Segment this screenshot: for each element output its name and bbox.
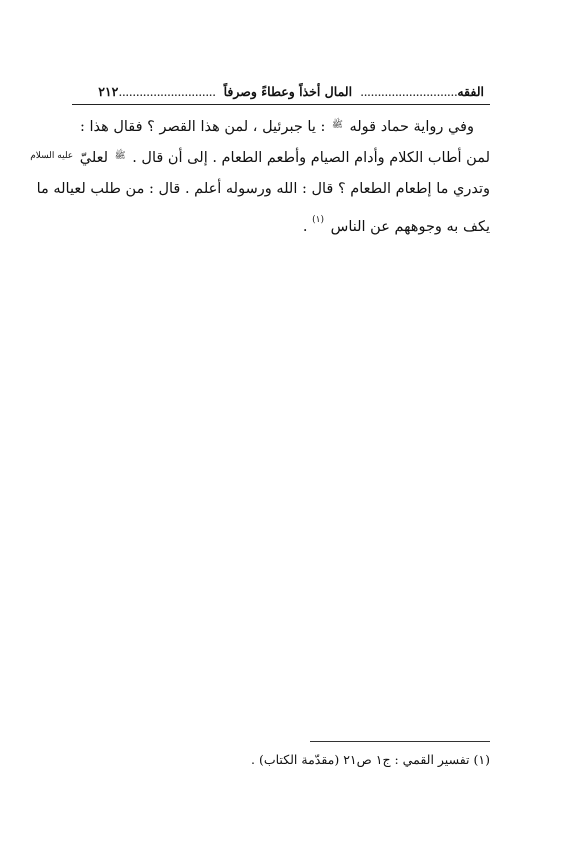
body-line-1 <box>72 112 490 143</box>
footnote-rule <box>310 741 490 742</box>
body-line-4 <box>72 205 490 236</box>
text-run: لعليّ <box>79 150 109 166</box>
honorific-saw-glyph: ﷺ <box>114 151 126 161</box>
leader-dots-right: ............................ <box>360 83 458 99</box>
running-title: المال أخذاً وعطاءً وصرفاً <box>223 83 353 99</box>
page-number: ٢١٢ <box>98 83 119 99</box>
text-run: . <box>302 219 308 235</box>
section-title: الفقه <box>457 83 484 99</box>
body-line-2 <box>30 143 490 174</box>
text-run: : يا جبرئيل ، لمن هذا القصر ؟ فقال هذا : <box>79 119 326 135</box>
header-rule <box>72 104 490 105</box>
footnote-reference[interactable]: (١) <box>312 215 325 225</box>
honorific-saw-glyph: ﷺ <box>331 120 343 130</box>
text-run: لمن أطاب الكلام وأدام الصيام وأطعم الطعام . إلى أن قال . <box>132 150 490 166</box>
body-line-3: وتدري ما إطعام الطعام ؟ قال : الله ورسوله أعلم . قال : من طلب لعياله ما <box>36 181 490 197</box>
body-paragraph <box>30 112 490 236</box>
text-run: يكف به وجوههم عن الناس <box>330 219 490 235</box>
text-run: وفي رواية حماد قوله <box>349 119 474 135</box>
footnote: (١) تفسير القمي : ج١ ص٢١ (مقدّمة الكتاب) . <box>251 752 490 767</box>
honorific-as-glyph: عليه السلام <box>30 151 74 161</box>
leader-dots-left: ............................ <box>118 83 216 99</box>
running-header <box>72 80 490 102</box>
